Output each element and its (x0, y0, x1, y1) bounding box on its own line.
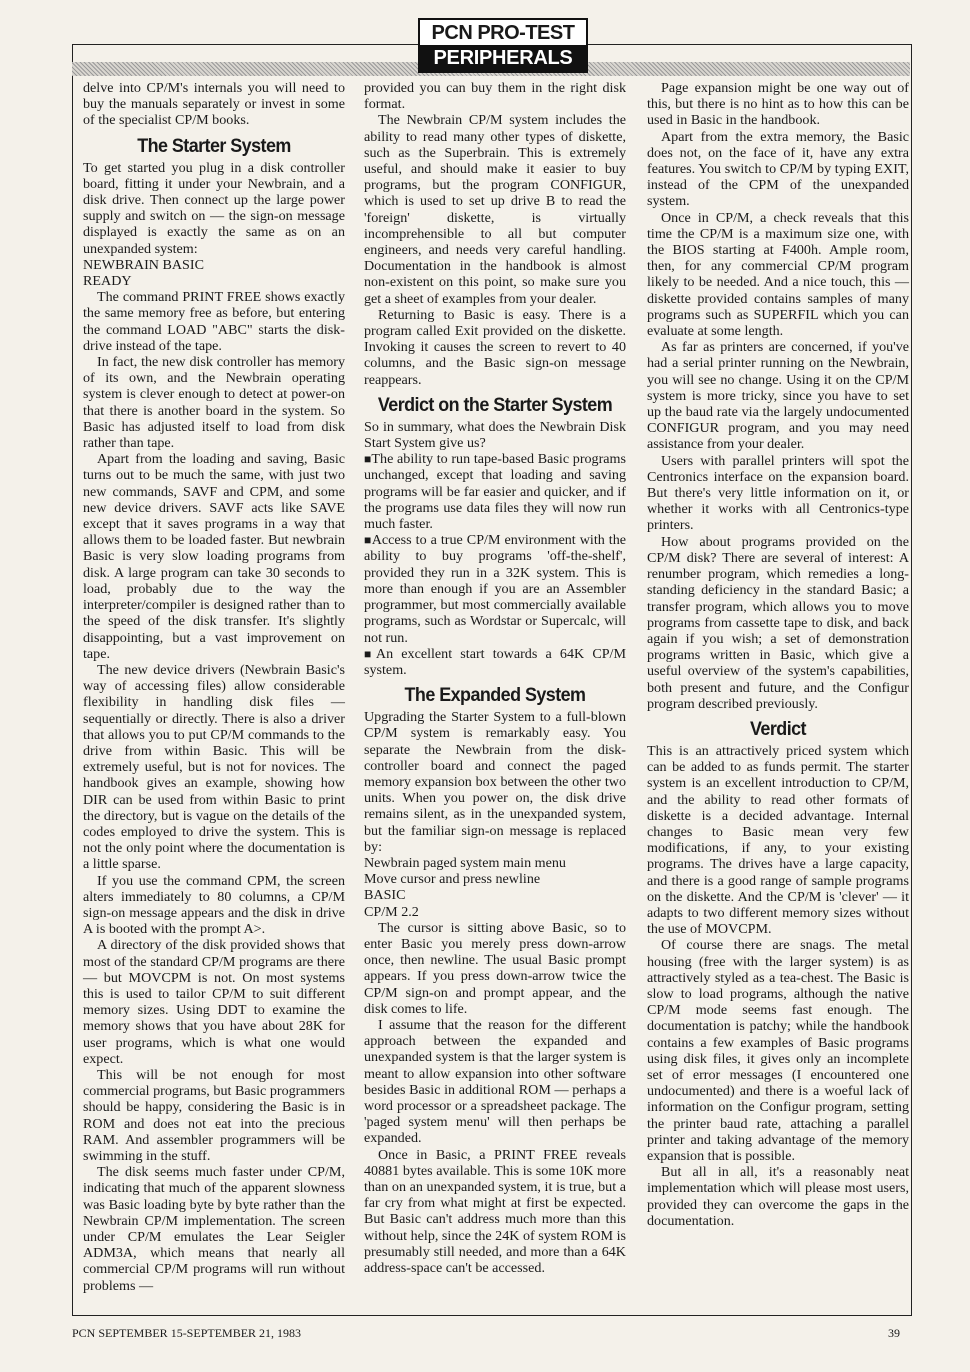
paragraph: Users with parallel printers will spot the Centronics interface on the expansion board. But there's very little information on it, or whether it works with all Centronics-type printers. (647, 452, 909, 534)
page-number: 39 (888, 1326, 900, 1340)
bullet-item: ■ The ability to run tape-based Basic programs unchanged, except that loading and saving programs will be far easier and quicker, and if the programs use data files they will now run much faster. (364, 451, 626, 532)
paragraph: So in summary, what does the Newbrain Disk Start System give us? (364, 418, 626, 452)
paragraph: But all in all, it's a reasonably neat implementation which will please most users, provided they can overcome the gaps in the documentation. (647, 1164, 909, 1229)
column-3 (647, 80, 909, 1229)
section-heading: The Starter System (137, 134, 291, 157)
paragraph: Once in Basic, a PRINT FREE reveals 40881 bytes available. This is some 10K more than on an unexpanded system, it is true, but a far cry from what might at first be expected. But Basic can't address much more than this without help, since the 24K of system ROM is presumably still needed, and more than a 64K address-space can't be accessed. (364, 1146, 626, 1277)
paragraph: To get started you plug in a disk controller board, fitting it under your Newbrain, and a disk drive. Then connect up the large power supply and switch on — the sign-on message displayed is exactly the same as on an unexpanded system: (83, 159, 345, 257)
paragraph: I assume that the reason for the different approach between the expanded and unexpanded system is that the larger system is meant to allow expansion into other software besides Basic in additional ROM — perhaps a word processor or a spreadsheet package. The 'paged system menu' will then perhaps be expanded. (364, 1016, 626, 1147)
paragraph: This will be not enough for most commercial programs, but Basic programmers should be happy, considering the Basic is in ROM and does not eat into the precious RAM. And assembler programmers will be swimming in the stuff. (83, 1066, 345, 1164)
paragraph: The new device drivers (Newbrain Basic's way of accessing files) allow considerable flexibility in handling disk files — sequentially or directly. There is also a driver that allows you to put CP/M commands to the drive from within Basic. This will be extremely useful, but is not for novices. The handbook gives an example, showing how DIR can be used from within Basic to print the directory, but is vague on the details of the codes employed to drive the system. This is not the only point where the documentation is a little sparse. (83, 661, 345, 873)
screen-text: READY (83, 273, 132, 290)
section-heading: Verdict (750, 717, 806, 740)
paragraph: Apart from the extra memory, the Basic does not, on the face of it, have any extra features. You switch to CP/M by typing EXIT, instead of the CPM of the unexpanded system. (647, 128, 909, 210)
paragraph: How about programs provided on the CP/M disk? There are several of interest: A renumber program, which remedies a long-standing deficiency in the standard Basic; a transfer program, which allows you to move programs from cassette tape to disk, and back again if you wish; a set of demonstration programs written in Basic, which give a useful overview of the system's capabilities, both present and future, and the Configur program described previously. (647, 533, 909, 712)
bullet-item: ■ An excellent start towards a 64K CP/M system. (364, 646, 626, 678)
paragraph: Apart from the loading and saving, Basic turns out to be much the same, with just two new commands, SAVF and CPM, and some new device drivers. SAVF acts like SAVE except that it saves programs in a way that allows them to be loaded faster. But newbrain Basic is very slow loading programs from disk. A large program can take 30 seconds to load, probably due to the way the interpreter/compiler is designed rather than to the speed of the disk transfer. It's slightly disappointing, but a vast improvement on tape. (83, 451, 345, 662)
screen-text: BASIC (364, 887, 406, 904)
paragraph: If you use the command CPM, the screen alters immediately to 80 columns, a CP/M sign-on message appears and the disk in drive A is booted with the prompt A>. (83, 872, 345, 938)
paragraph: Of course there are snags. The metal housing (free with the larger system) is as attractively styled as a tea-chest. The Basic is slow to load programs, although the native CP/M mode seems fast enough. The documentation is patchy; while the handbook contains a few examples of Basic programs using disk files, it gives only an incomplete set of error messages (I encountered one undocumented) and there is a woeful lack of information on the Configur program, setting the printer baud rate, attaching a parallel printer and taking advantage of the memory expansion that is possible. (647, 937, 909, 1164)
paragraph: A directory of the disk provided shows that most of the standard CP/M programs are there — but MOVCPM is not. On most systems this is used to tailor CP/M to suit different memory sizes. Using DDT to examine the memory shows that you have about 28K for user programs, which is what one would expect. (83, 937, 345, 1067)
section-badge (418, 18, 588, 73)
screen-text: NEWBRAIN BASIC (83, 256, 204, 273)
section-heading: Verdict on the Starter System (377, 393, 613, 416)
publication-info: PCN SEPTEMBER 15-SEPTEMBER 21, 1983 (72, 1326, 302, 1340)
paragraph: This is an attractively priced system which can be added to as funds permit. The starter system is an excellent introduction to CP/M, and the ability to read other formats of diskette is a decided advantage. Internal changes to Basic mean very few modifications, if any, to your existing programs. The drives have a large capacity, and there is a good range of sample programs on the diskette. And the CP/M is 'clever' — it adapts to two different memory sizes without the use of MOVCPM. (647, 742, 909, 938)
paragraph: Once in CP/M, a check reveals that this time the CP/M is a maximum size one, with the BIOS starting at F400h. Ample room, then, for any commercial CP/M program likely to be needed. And a nice touch, this — diskette provided contains samples of many programs such as SUPERFIL which you can evaluate at some length. (647, 209, 909, 340)
paragraph: The command PRINT FREE shows exactly the same memory free as before, but entering the command LOAD "ABC" starts the disk-drive instead of the tape. (83, 289, 345, 354)
paragraph: delve into CP/M's internals you will need to buy the manuals separately or invest in some of the specialist CP/M books. (83, 80, 345, 129)
paragraph: The cursor is sitting above Basic, so to enter Basic you merely press down-arrow once, then newline. The usual Basic prompt appears. If you press down-arrow twice the CP/M sign-on and prompt appear, and the disk comes to life. (364, 919, 626, 1017)
paragraph: Upgrading the Starter System to a full-blown CP/M system is remarkably easy. You separate the Newbrain from the disk-controller board and connect the paged memory expansion box between the other two units. When you power on, the disk drive remains silent, as in the unexpanded system, but the familiar sign-on message is replaced by: (364, 709, 626, 855)
paragraph: The disk seems much faster under CP/M, indicating that much of the apparent slowness was Basic loading byte by byte rather than the Newbrain CP/M implementation. The screen under CP/M emulates the Lear Seigler ADM3A, which means that nearly all commercial CP/M programs will run without problems — (83, 1164, 345, 1294)
paragraph: Page expansion might be one way out of this, but there is no hint as to how this can be used in Basic in the handbook. (647, 80, 909, 129)
bullet-item: ■ Access to a true CP/M environment with the ability to buy programs 'off-the-shelf', provided they run in a 32K system. This is more than enough if you are an Assembler programmer, but most commercially available programs, such as Wordstar or Supercalc, will not run. (364, 532, 626, 645)
section-heading: The Expanded System (404, 684, 586, 707)
screen-text: Newbrain paged system main menu (364, 854, 566, 871)
column-1 (83, 80, 345, 1294)
paragraph: The Newbrain CP/M system includes the ability to read many other types of diskette, such as the Superbrain. This is extremely useful, and should make it easier to buy programs, but the program CONFIGUR, which is used to set up drive B to read the 'foreign' diskette, is virtually incomprehensible to all but computer engineers, and needs very careful handling. Documentation in the handbook is almost non-existent on this point, so make sure you get a sheet of examples from your dealer. (364, 112, 626, 307)
screen-text: Move cursor and press newline (364, 871, 541, 888)
paragraph: In fact, the new disk controller has memory of its own, and the Newbrain operating system is clever enough to detect at power-on that there is another board in the system. So Basic has adjusted itself to load from disk rather than tape. (83, 354, 345, 452)
column-2 (364, 80, 626, 1276)
badge-subtitle: PERIPHERALS (420, 45, 586, 71)
paragraph: As far as printers are concerned, if you've had a serial printer running on the Newbrain, you will see no change. Using it on the CP/M system is more tricky, since you have to set up the baud rate via the largely undocumented CONFIGUR program, and you may need assistance from your dealer. (647, 339, 909, 453)
screen-text: CP/M 2.2 (364, 903, 419, 920)
paragraph: provided you can buy them in the right disk format. (364, 80, 626, 113)
badge-title: PCN PRO-TEST (431, 22, 575, 44)
paragraph: Returning to Basic is easy. There is a program called Exit provided on the diskette. Invoking it causes the screen to revert to 40 columns, and the Basic sign-on message reappears. (364, 306, 626, 388)
